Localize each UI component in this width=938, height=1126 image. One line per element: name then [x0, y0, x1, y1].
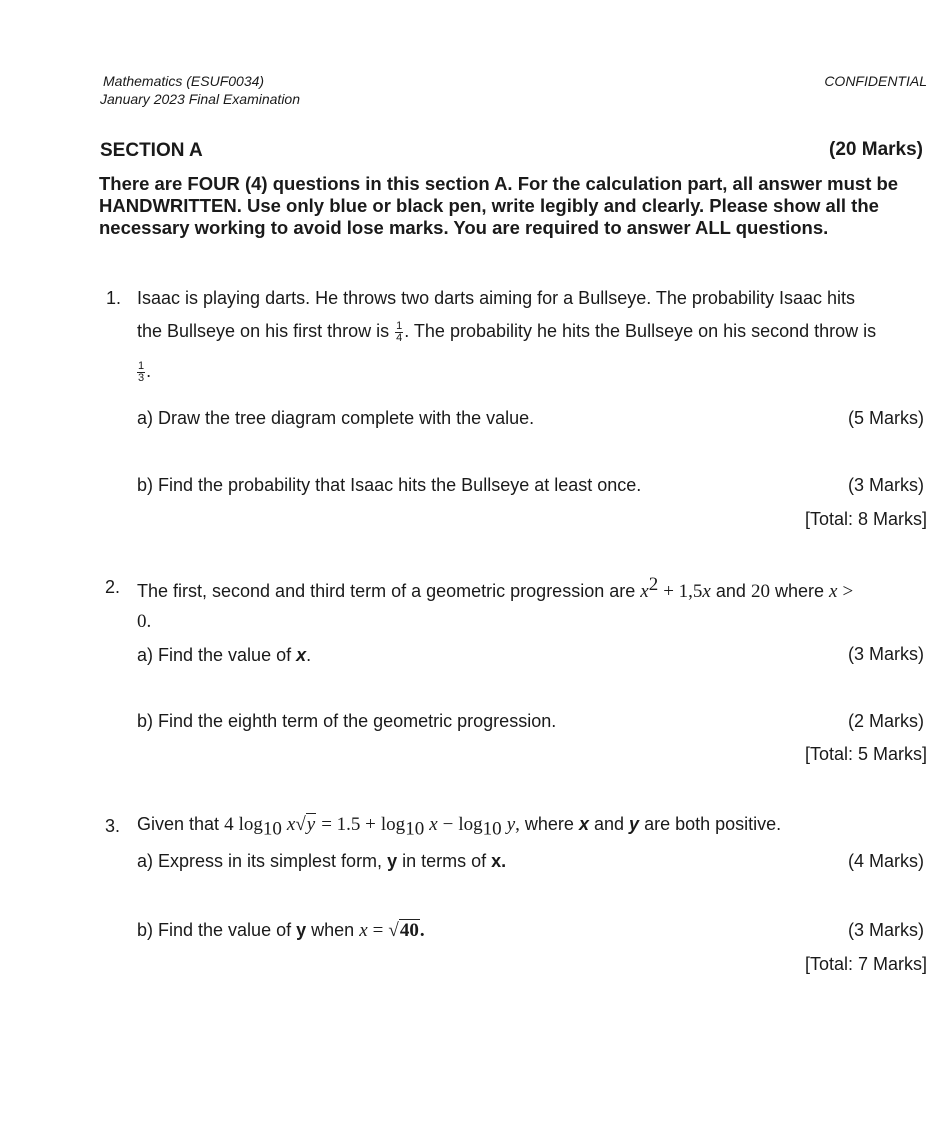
q3-part-b	[137, 919, 425, 942]
q3-where: where	[524, 814, 574, 834]
q3-eq-log2: log	[380, 814, 406, 835]
section-instructions: There are FOUR (4) questions in this section A. For the calculation part, all answer must be HANDWRITTEN. Use only blue or black pen, write legibly and clearly. Please show all the necessary working to avoid lose marks. You are required to answer ALL questions.	[99, 173, 899, 238]
q1-part-a-marks: (5 Marks)	[848, 408, 924, 428]
q1-line3	[136, 360, 151, 384]
q3-part-b-x: x	[359, 920, 368, 941]
q2-cond-gt: >	[842, 581, 854, 602]
q3-statement	[137, 813, 781, 841]
q3-part-b-pre: b) Find the value of	[137, 920, 292, 940]
q3-eq-base3: 10	[482, 818, 502, 840]
q3-eq-x1: x	[286, 814, 296, 835]
q2-term1-exp: 2	[648, 574, 659, 595]
q2-term-rest: + 1,5	[663, 581, 703, 602]
q2-line1	[137, 574, 853, 603]
q2-part-a-marks: (3 Marks)	[848, 644, 924, 664]
q1-fraction-second	[137, 361, 145, 384]
course-code: Mathematics (ESUF0034)	[103, 73, 265, 89]
q3-eq-end: ,	[515, 814, 520, 835]
q2-where: where	[774, 581, 824, 601]
q3-eq-log3: log	[458, 814, 483, 835]
q1-number: 1.	[106, 288, 122, 308]
q3-eq-minus: −	[442, 814, 454, 835]
q2-part-a-pre: a) Find the value of	[137, 645, 292, 665]
q3-eq-base2: 10	[405, 818, 425, 840]
q3-part-a-x: x.	[491, 851, 507, 871]
q2-line1-pre: The first, second and third term of a geometric progression are	[137, 581, 636, 601]
q3-total: [Total: 7 Marks]	[804, 954, 927, 974]
q1-part-a: a) Draw the tree diagram complete with the value.	[137, 408, 535, 428]
q2-part-a-post: .	[306, 645, 312, 665]
q3-eq-log1: log	[238, 814, 263, 835]
q2-term3: 20	[750, 581, 770, 602]
q2-part-a-var: x	[296, 645, 307, 665]
q2-part-b-marks: (2 Marks)	[848, 711, 924, 731]
q2-total: [Total: 5 Marks]	[804, 744, 927, 764]
q3-part-a-y: y	[387, 851, 398, 871]
q1-part-b: b) Find the probability that Isaac hits the Bullseye at least once.	[137, 475, 642, 495]
q3-var-y: y	[629, 814, 640, 834]
q1-frac2-after: .	[146, 361, 152, 381]
q3-part-a-marks: (4 Marks)	[848, 851, 924, 871]
q3-eq-mid: = 1.5 +	[321, 814, 376, 835]
q1-fraction-first	[395, 321, 403, 344]
q2-cond-x: x	[829, 581, 838, 602]
q3-and: and	[593, 814, 625, 834]
q1-frac1-num: 1	[396, 319, 403, 332]
q3-eq-y2: y	[506, 814, 516, 835]
q3-given: Given that	[137, 814, 220, 834]
section-marks: (20 Marks)	[829, 139, 923, 160]
q3-eq-4: 4	[224, 814, 234, 835]
q3-part-b-marks: (3 Marks)	[848, 920, 924, 940]
q3-part-b-dot: .	[419, 920, 425, 941]
q3-part-b-val: 40	[399, 920, 419, 941]
q3-part-a-pre: a) Express in its simplest form,	[137, 851, 383, 871]
q1-line2-a: the Bullseye on his first throw is	[137, 321, 390, 341]
q1-total: [Total: 8 Marks]	[804, 509, 927, 529]
sqrt-sign: √	[295, 814, 306, 835]
q2-and: and	[715, 581, 746, 601]
q3-eq-x2: x	[429, 814, 438, 835]
q3-part-b-y: y	[296, 920, 307, 940]
q2-number: 2.	[105, 577, 121, 597]
q1-frac2-den: 3	[138, 371, 145, 384]
q1-frac2-num: 1	[138, 359, 145, 372]
sqrt-sign: √	[388, 920, 399, 941]
q3-eq-base1: 10	[262, 818, 282, 840]
q1-line2-b: . The probability he hits the Bullseye on his second throw is	[404, 321, 877, 341]
q2-cond-zero: 0.	[137, 611, 152, 632]
confidential-label: CONFIDENTIAL	[824, 73, 927, 89]
q3-var-x: x	[578, 814, 589, 834]
exam-title: January 2023 Final Examination	[100, 91, 301, 107]
q1-part-b-marks: (3 Marks)	[848, 475, 924, 495]
q2-part-a	[137, 644, 311, 666]
q3-eq-sqrt-y: y	[306, 814, 316, 835]
q2-part-b: b) Find the eighth term of the geometric progression.	[137, 711, 557, 731]
q2-term2-x: x	[702, 581, 711, 602]
q1-line1: Isaac is playing darts. He throws two darts aiming for a Bullseye. The probability Isaac hits	[137, 288, 855, 308]
q3-positive: are both positive.	[644, 814, 782, 834]
q3-number: 3.	[105, 816, 121, 836]
section-title: SECTION A	[100, 140, 203, 161]
q3-part-b-eq: =	[372, 920, 384, 941]
q1-line2	[137, 320, 876, 344]
q3-part-b-when: when	[311, 920, 355, 940]
q3-part-a	[137, 850, 506, 872]
q3-part-a-mid: in terms of	[402, 851, 487, 871]
q1-frac1-den: 4	[396, 331, 403, 344]
q2-term1-x: x	[640, 581, 649, 602]
